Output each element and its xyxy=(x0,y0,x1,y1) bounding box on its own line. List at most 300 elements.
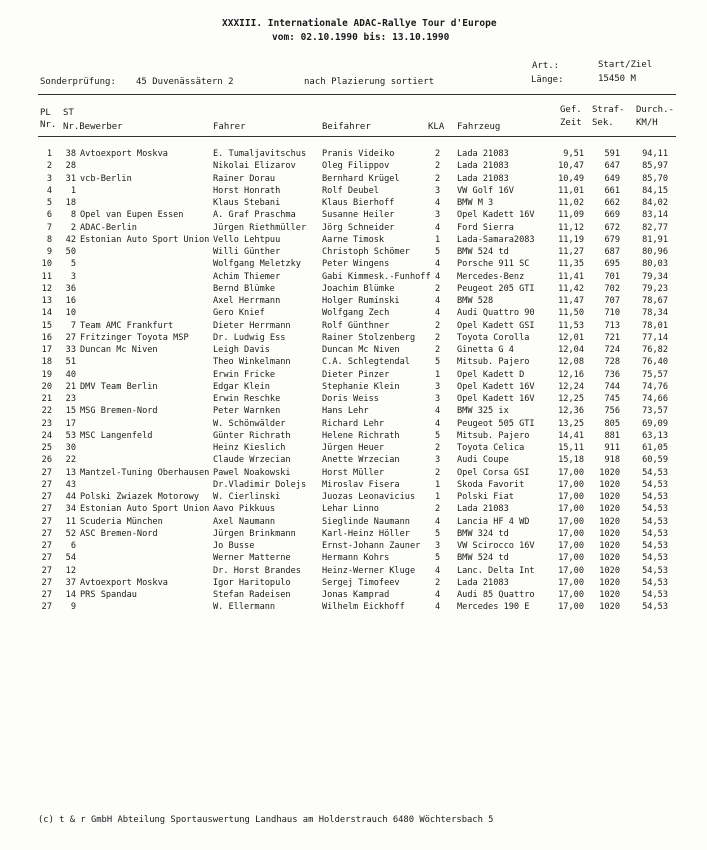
cell-pl: 27 xyxy=(41,553,52,564)
cell-zeit: 11,27 xyxy=(558,247,584,257)
table-row xyxy=(0,442,707,454)
cell-fahrer: W. Ellermann xyxy=(213,602,276,613)
cell-kmh: 54,53 xyxy=(642,541,668,551)
cell-straf: 695 xyxy=(604,259,620,270)
cell-st: 2 xyxy=(70,222,76,233)
cell-pl: 27 xyxy=(41,528,52,539)
cell-bewerber: Opel van Eupen Essen xyxy=(80,210,184,221)
cell-kmh: 75,57 xyxy=(642,369,668,380)
cell-kla: 2 xyxy=(435,332,441,343)
cell-straf: 672 xyxy=(604,222,620,233)
cell-kmh: 79,34 xyxy=(642,271,668,282)
table-row xyxy=(0,369,707,381)
cell-bewerber: Scuderia München xyxy=(80,516,163,527)
cell-st: 21 xyxy=(65,381,76,392)
table-row xyxy=(0,516,707,528)
col-fahrzeug: Fahrzeug xyxy=(457,122,501,132)
cell-kla: 2 xyxy=(435,577,441,588)
cell-kla: 4 xyxy=(435,271,441,282)
cell-zeit: 15,11 xyxy=(558,443,584,453)
table-row xyxy=(0,430,707,442)
cell-kmh: 54,53 xyxy=(642,492,668,502)
art-label: Art.: xyxy=(532,61,560,71)
col-kmh: KM/H xyxy=(636,118,658,128)
cell-pl: 27 xyxy=(41,590,52,600)
cell-bewerber: Mantzel-Tuning Oberhausen xyxy=(80,467,210,478)
cell-st: 43 xyxy=(65,479,76,490)
table-row xyxy=(0,185,707,197)
cell-beifahrer: Jörg Schneider xyxy=(322,222,395,233)
cell-pl: 22 xyxy=(41,406,52,417)
cell-fahrer: Claude Wrzecian xyxy=(213,455,291,466)
cell-fahrzeug: BMW 524 td xyxy=(457,247,509,257)
cell-pl: 3 xyxy=(46,173,52,184)
cell-straf: 702 xyxy=(604,283,620,294)
cell-kmh: 63,13 xyxy=(642,430,668,441)
cell-pl: 27 xyxy=(41,602,52,613)
cell-straf: 1020 xyxy=(599,577,620,588)
table-row xyxy=(0,246,707,258)
cell-zeit: 17,00 xyxy=(558,528,584,539)
cell-st: 13 xyxy=(65,467,76,478)
cell-fahrzeug: Mercedes-Benz xyxy=(457,271,525,282)
cell-straf: 1020 xyxy=(599,565,620,576)
cell-beifahrer: Miroslav Fisera xyxy=(322,479,400,490)
cell-fahrer: Aavo Pikkuus xyxy=(213,504,276,515)
cell-zeit: 12,08 xyxy=(558,357,584,368)
cell-zeit: 11,01 xyxy=(558,185,584,196)
cell-zeit: 11,12 xyxy=(558,222,584,233)
cell-fahrer: Günter Richrath xyxy=(213,430,291,441)
cell-fahrzeug: VW Golf 16V xyxy=(457,185,514,196)
footer-text: (c) t & r GmbH Abteilung Sportauswertung Landhaus am Holderstrauch 6480 Wöchtersbach 5 xyxy=(38,815,494,825)
cell-beifahrer: Joachim Blümke xyxy=(322,283,395,294)
cell-beifahrer: Juozas Leonavicius xyxy=(322,492,416,502)
table-row xyxy=(0,356,707,368)
cell-bewerber: ASC Bremen-Nord xyxy=(80,528,158,539)
cell-pl: 27 xyxy=(41,516,52,527)
cell-fahrzeug: Lada 21083 xyxy=(457,577,509,588)
cell-pl: 5 xyxy=(46,198,52,208)
cell-fahrer: Jürgen Brinkmann xyxy=(213,528,296,539)
cell-fahrer: W. Schönwälder xyxy=(213,418,286,429)
cell-kmh: 80,03 xyxy=(642,259,668,270)
cell-straf: 724 xyxy=(604,345,620,355)
cell-st: 5 xyxy=(70,259,76,270)
cell-kmh: 84,02 xyxy=(642,198,668,208)
cell-st: 27 xyxy=(65,332,76,343)
cell-bewerber: Estonian Auto Sport Union xyxy=(80,504,210,515)
cell-beifahrer: Aarne Timosk xyxy=(322,234,385,245)
cell-zeit: 17,00 xyxy=(558,479,584,490)
cell-kmh: 76,82 xyxy=(642,345,668,355)
col-st: ST xyxy=(63,108,74,118)
cell-st: 54 xyxy=(65,553,76,564)
cell-kmh: 54,53 xyxy=(642,590,668,600)
cell-kmh: 79,23 xyxy=(642,283,668,294)
cell-fahrzeug: Lada-Samara2083 xyxy=(457,234,535,245)
cell-beifahrer: Rolf Günthner xyxy=(322,320,390,331)
cell-pl: 17 xyxy=(41,345,52,355)
cell-kmh: 80,96 xyxy=(642,247,668,257)
cell-kla: 2 xyxy=(435,173,441,184)
event-dates: vom: 02.10.1990 bis: 13.10.1990 xyxy=(272,32,450,43)
cell-kmh: 54,53 xyxy=(642,528,668,539)
cell-straf: 1020 xyxy=(599,590,620,600)
cell-kmh: 74,76 xyxy=(642,381,668,392)
cell-beifahrer: Horst Müller xyxy=(322,467,385,478)
cell-straf: 744 xyxy=(604,381,620,392)
cell-straf: 911 xyxy=(604,443,620,453)
cell-pl: 20 xyxy=(41,381,52,392)
cell-beifahrer: Susanne Heiler xyxy=(322,210,395,221)
start-ziel-label: Start/Ziel xyxy=(598,60,653,70)
cell-fahrzeug: Audi Coupe xyxy=(457,455,509,466)
cell-beifahrer: Rainer Stolzenberg xyxy=(322,332,416,343)
cell-fahrzeug: BMW 324 td xyxy=(457,528,509,539)
col-sek: Sek. xyxy=(592,118,614,128)
cell-straf: 1020 xyxy=(599,479,620,490)
cell-kla: 2 xyxy=(435,320,441,331)
cell-kla: 4 xyxy=(435,222,441,233)
table-row xyxy=(0,405,707,417)
cell-st: 16 xyxy=(65,296,76,306)
cell-pl: 16 xyxy=(41,332,52,343)
cell-st: 37 xyxy=(65,577,76,588)
cell-bewerber: Avtoexport Moskva xyxy=(80,577,168,588)
cell-fahrzeug: Lada 21083 xyxy=(457,504,509,515)
table-row xyxy=(0,418,707,430)
cell-pl: 10 xyxy=(41,259,52,270)
cell-kla: 1 xyxy=(435,234,441,245)
cell-zeit: 17,00 xyxy=(558,516,584,527)
table-row xyxy=(0,479,707,491)
cell-st: 8 xyxy=(70,210,76,221)
cell-bewerber: Duncan Mc Niven xyxy=(80,345,158,355)
cell-fahrer: Edgar Klein xyxy=(213,381,270,392)
cell-kmh: 73,57 xyxy=(642,406,668,417)
cell-kmh: 81,91 xyxy=(642,234,668,245)
cell-st: 11 xyxy=(65,516,76,527)
cell-fahrer: Dr. Ludwig Ess xyxy=(213,332,286,343)
cell-fahrer: Gero Knief xyxy=(213,308,265,319)
cell-fahrer: Rainer Dorau xyxy=(213,173,276,184)
cell-beifahrer: Jürgen Heuer xyxy=(322,443,385,453)
cell-fahrzeug: Opel Kadett 16V xyxy=(457,394,535,404)
cell-st: 6 xyxy=(70,541,76,551)
sort-note: nach Plazierung sortiert xyxy=(304,77,435,87)
cell-beifahrer: Holger Ruminski xyxy=(322,296,400,306)
cell-kmh: 78,67 xyxy=(642,296,668,306)
cell-straf: 661 xyxy=(604,185,620,196)
cell-zeit: 11,42 xyxy=(558,283,584,294)
cell-st: 28 xyxy=(65,161,76,172)
cell-bewerber: MSG Bremen-Nord xyxy=(80,406,158,417)
cell-fahrzeug: VW Scirocco 16V xyxy=(457,541,535,551)
cell-zeit: 12,16 xyxy=(558,369,584,380)
cell-fahrer: Dr. Horst Brandes xyxy=(213,565,301,576)
cell-pl: 15 xyxy=(41,320,52,331)
cell-straf: 805 xyxy=(604,418,620,429)
cell-fahrer: Jo Busse xyxy=(213,541,255,551)
cell-kla: 4 xyxy=(435,516,441,527)
cell-kmh: 54,53 xyxy=(642,504,668,515)
cell-kmh: 85,97 xyxy=(642,161,668,172)
cell-zeit: 17,00 xyxy=(558,492,584,502)
cell-zeit: 11,35 xyxy=(558,259,584,270)
cell-fahrzeug: Opel Kadett D xyxy=(457,369,525,380)
col-kla: KLA xyxy=(428,122,445,132)
cell-fahrer: Leigh Davis xyxy=(213,345,270,355)
table-row xyxy=(0,197,707,209)
cell-kla: 2 xyxy=(435,345,441,355)
cell-zeit: 12,24 xyxy=(558,381,584,392)
cell-straf: 1020 xyxy=(599,504,620,515)
cell-pl: 26 xyxy=(41,455,52,466)
cell-pl: 12 xyxy=(41,283,52,294)
cell-st: 44 xyxy=(65,492,76,502)
laenge-label: Länge: xyxy=(531,75,564,85)
cell-kmh: 85,70 xyxy=(642,173,668,184)
cell-pl: 9 xyxy=(46,247,52,257)
cell-st: 1 xyxy=(70,185,76,196)
cell-kla: 4 xyxy=(435,418,441,429)
cell-st: 34 xyxy=(65,504,76,515)
cell-pl: 7 xyxy=(46,222,52,233)
cell-beifahrer: Lehar Linno xyxy=(322,504,379,515)
cell-st: 12 xyxy=(65,565,76,576)
cell-pl: 1 xyxy=(46,149,52,159)
cell-st: 18 xyxy=(65,198,76,208)
cell-pl: 6 xyxy=(46,210,52,221)
cell-straf: 713 xyxy=(604,320,620,331)
cell-fahrer: Willi Günther xyxy=(213,247,281,257)
cell-fahrer: Wolfgang Meletzky xyxy=(213,259,301,270)
cell-pl: 14 xyxy=(41,308,52,319)
table-row xyxy=(0,552,707,564)
cell-kla: 1 xyxy=(435,479,441,490)
cell-kmh: 61,05 xyxy=(642,443,668,453)
cell-fahrzeug: Opel Kadett GSI xyxy=(457,320,535,331)
cell-st: 53 xyxy=(65,430,76,441)
cell-pl: 27 xyxy=(41,467,52,478)
cell-pl: 4 xyxy=(46,185,52,196)
table-row xyxy=(0,454,707,466)
cell-fahrzeug: BMW M 3 xyxy=(457,198,494,208)
cell-bewerber: Avtoexport Moskva xyxy=(80,149,168,159)
cell-fahrzeug: Lancia HF 4 WD xyxy=(457,516,530,527)
cell-st: 30 xyxy=(65,443,76,453)
cell-straf: 918 xyxy=(604,455,620,466)
cell-kla: 2 xyxy=(435,149,441,159)
cell-kla: 2 xyxy=(435,161,441,172)
cell-straf: 687 xyxy=(604,247,620,257)
cell-straf: 1020 xyxy=(599,528,620,539)
cell-bewerber: Team AMC Frankfurt xyxy=(80,320,174,331)
cell-bewerber: Fritzinger Toyota MSP xyxy=(80,332,189,343)
cell-straf: 1020 xyxy=(599,467,620,478)
cell-pl: 25 xyxy=(41,443,52,453)
cell-straf: 736 xyxy=(604,369,620,380)
table-row xyxy=(0,540,707,552)
cell-fahrzeug: Toyota Celica xyxy=(457,443,525,453)
col-pl: PL xyxy=(40,108,51,118)
cell-zeit: 10,47 xyxy=(558,161,584,172)
cell-zeit: 17,00 xyxy=(558,602,584,613)
cell-beifahrer: Helene Richrath xyxy=(322,430,400,441)
cell-kmh: 60,59 xyxy=(642,455,668,466)
cell-fahrer: Werner Matterne xyxy=(213,553,291,564)
cell-st: 22 xyxy=(65,455,76,466)
table-row xyxy=(0,271,707,283)
cell-kla: 5 xyxy=(435,357,441,368)
cell-pl: 8 xyxy=(46,234,52,245)
cell-kla: 5 xyxy=(435,553,441,564)
cell-zeit: 17,00 xyxy=(558,504,584,515)
cell-straf: 669 xyxy=(604,210,620,221)
cell-pl: 27 xyxy=(41,565,52,576)
cell-bewerber: MSC Langenfeld xyxy=(80,430,153,441)
cell-kla: 5 xyxy=(435,247,441,257)
table-row xyxy=(0,589,707,601)
cell-beifahrer: Richard Lehr xyxy=(322,418,385,429)
cell-straf: 1020 xyxy=(599,492,620,502)
cell-straf: 679 xyxy=(604,234,620,245)
cell-pl: 19 xyxy=(41,369,52,380)
cell-kla: 3 xyxy=(435,185,441,196)
table-row xyxy=(0,393,707,405)
cell-fahrzeug: Mitsub. Pajero xyxy=(457,430,530,441)
cell-pl: 2 xyxy=(46,161,52,172)
cell-beifahrer: Dieter Pinzer xyxy=(322,369,390,380)
cell-kla: 3 xyxy=(435,210,441,221)
cell-kmh: 94,11 xyxy=(642,149,668,159)
cell-kla: 5 xyxy=(435,528,441,539)
table-row xyxy=(0,381,707,393)
cell-fahrer: Theo Winkelmann xyxy=(213,357,291,368)
table-row xyxy=(0,283,707,295)
cell-zeit: 15,18 xyxy=(558,455,584,466)
cell-fahrzeug: Peugeot 505 GTI xyxy=(457,418,535,429)
cell-straf: 745 xyxy=(604,394,620,404)
cell-fahrzeug: Mitsub. Pajero xyxy=(457,357,530,368)
cell-beifahrer: Ernst-Johann Zauner xyxy=(322,541,421,551)
cell-st: 31 xyxy=(65,173,76,184)
cell-zeit: 12,36 xyxy=(558,406,584,417)
cell-straf: 647 xyxy=(604,161,620,172)
cell-fahrzeug: Ginetta G 4 xyxy=(457,345,514,355)
cell-zeit: 9,51 xyxy=(563,149,584,159)
cell-kmh: 77,14 xyxy=(642,332,668,343)
cell-zeit: 17,00 xyxy=(558,577,584,588)
cell-kla: 4 xyxy=(435,602,441,613)
cell-straf: 701 xyxy=(604,271,620,282)
cell-fahrzeug: Peugeot 205 GTI xyxy=(457,283,535,294)
cell-zeit: 11,09 xyxy=(558,210,584,221)
cell-bewerber: vcb-Berlin xyxy=(80,173,132,184)
cell-kla: 3 xyxy=(435,381,441,392)
cell-fahrzeug: Opel Kadett 16V xyxy=(457,381,535,392)
cell-beifahrer: Jonas Kamprad xyxy=(322,590,390,600)
table-row xyxy=(0,320,707,332)
cell-beifahrer: Duncan Mc Niven xyxy=(322,345,400,355)
cell-pl: 18 xyxy=(41,357,52,368)
laenge-value: 15450 M xyxy=(598,74,636,84)
cell-fahrzeug: Ford Sierra xyxy=(457,222,514,233)
cell-zeit: 11,19 xyxy=(558,234,584,245)
cell-beifahrer: Bernhard Krügel xyxy=(322,173,400,184)
cell-st: 51 xyxy=(65,357,76,368)
cell-kla: 4 xyxy=(435,406,441,417)
cell-kla: 2 xyxy=(435,283,441,294)
cell-zeit: 17,00 xyxy=(558,590,584,600)
cell-zeit: 10,49 xyxy=(558,173,584,184)
cell-fahrer: Dr.Vladimir Dolejs xyxy=(213,479,307,490)
cell-fahrzeug: Porsche 911 SC xyxy=(457,259,530,270)
cell-fahrer: E. Tumaljavitschus xyxy=(213,149,307,159)
col-beifahrer: Beifahrer xyxy=(322,122,371,132)
table-row xyxy=(0,491,707,503)
cell-beifahrer: Sieglinde Naumann xyxy=(322,516,410,527)
sonderpruefung-value: 45 Duvenässätern 2 xyxy=(136,77,234,87)
cell-fahrer: Pawel Noakowski xyxy=(213,467,291,478)
cell-beifahrer: Oleg Filippov xyxy=(322,161,390,172)
cell-straf: 1020 xyxy=(599,553,620,564)
cell-fahrzeug: Lada 21083 xyxy=(457,149,509,159)
cell-kmh: 78,01 xyxy=(642,320,668,331)
cell-kla: 4 xyxy=(435,565,441,576)
cell-kmh: 83,14 xyxy=(642,210,668,221)
cell-straf: 756 xyxy=(604,406,620,417)
header-rule-bottom xyxy=(38,136,676,137)
cell-straf: 649 xyxy=(604,173,620,184)
cell-bewerber: Estonian Auto Sport Union xyxy=(80,234,210,245)
cell-fahrzeug: Opel Corsa GSI xyxy=(457,467,530,478)
cell-st: 33 xyxy=(65,345,76,355)
cell-fahrer: Heinz Kieslich xyxy=(213,443,286,453)
col-fahrer: Fahrer xyxy=(213,122,246,132)
cell-fahrer: Erwin Reschke xyxy=(213,394,281,404)
cell-zeit: 12,04 xyxy=(558,345,584,355)
cell-fahrer: Axel Naumann xyxy=(213,516,276,527)
cell-kmh: 69,09 xyxy=(642,418,668,429)
cell-fahrer: Jürgen Riethmüller xyxy=(213,222,307,233)
cell-kla: 4 xyxy=(435,590,441,600)
cell-beifahrer: Anette Wrzecian xyxy=(322,455,400,466)
cell-bewerber: ADAC-Berlin xyxy=(80,222,137,233)
cell-st: 15 xyxy=(65,406,76,417)
cell-pl: 27 xyxy=(41,541,52,551)
cell-kla: 2 xyxy=(435,443,441,453)
cell-kla: 4 xyxy=(435,296,441,306)
table-row xyxy=(0,173,707,185)
table-row xyxy=(0,234,707,246)
cell-zeit: 11,50 xyxy=(558,308,584,319)
cell-straf: 728 xyxy=(604,357,620,368)
cell-kmh: 84,15 xyxy=(642,185,668,196)
cell-straf: 1020 xyxy=(599,516,620,527)
header-rule-top xyxy=(38,94,676,95)
cell-kla: 3 xyxy=(435,541,441,551)
table-row xyxy=(0,209,707,221)
cell-fahrzeug: Skoda Favorit xyxy=(457,479,525,490)
cell-straf: 710 xyxy=(604,308,620,319)
cell-fahrer: Axel Herrmann xyxy=(213,296,281,306)
table-row xyxy=(0,332,707,344)
cell-beifahrer: Stephanie Klein xyxy=(322,381,400,392)
col-zeit: Zeit xyxy=(560,118,582,128)
cell-zeit: 17,00 xyxy=(558,541,584,551)
